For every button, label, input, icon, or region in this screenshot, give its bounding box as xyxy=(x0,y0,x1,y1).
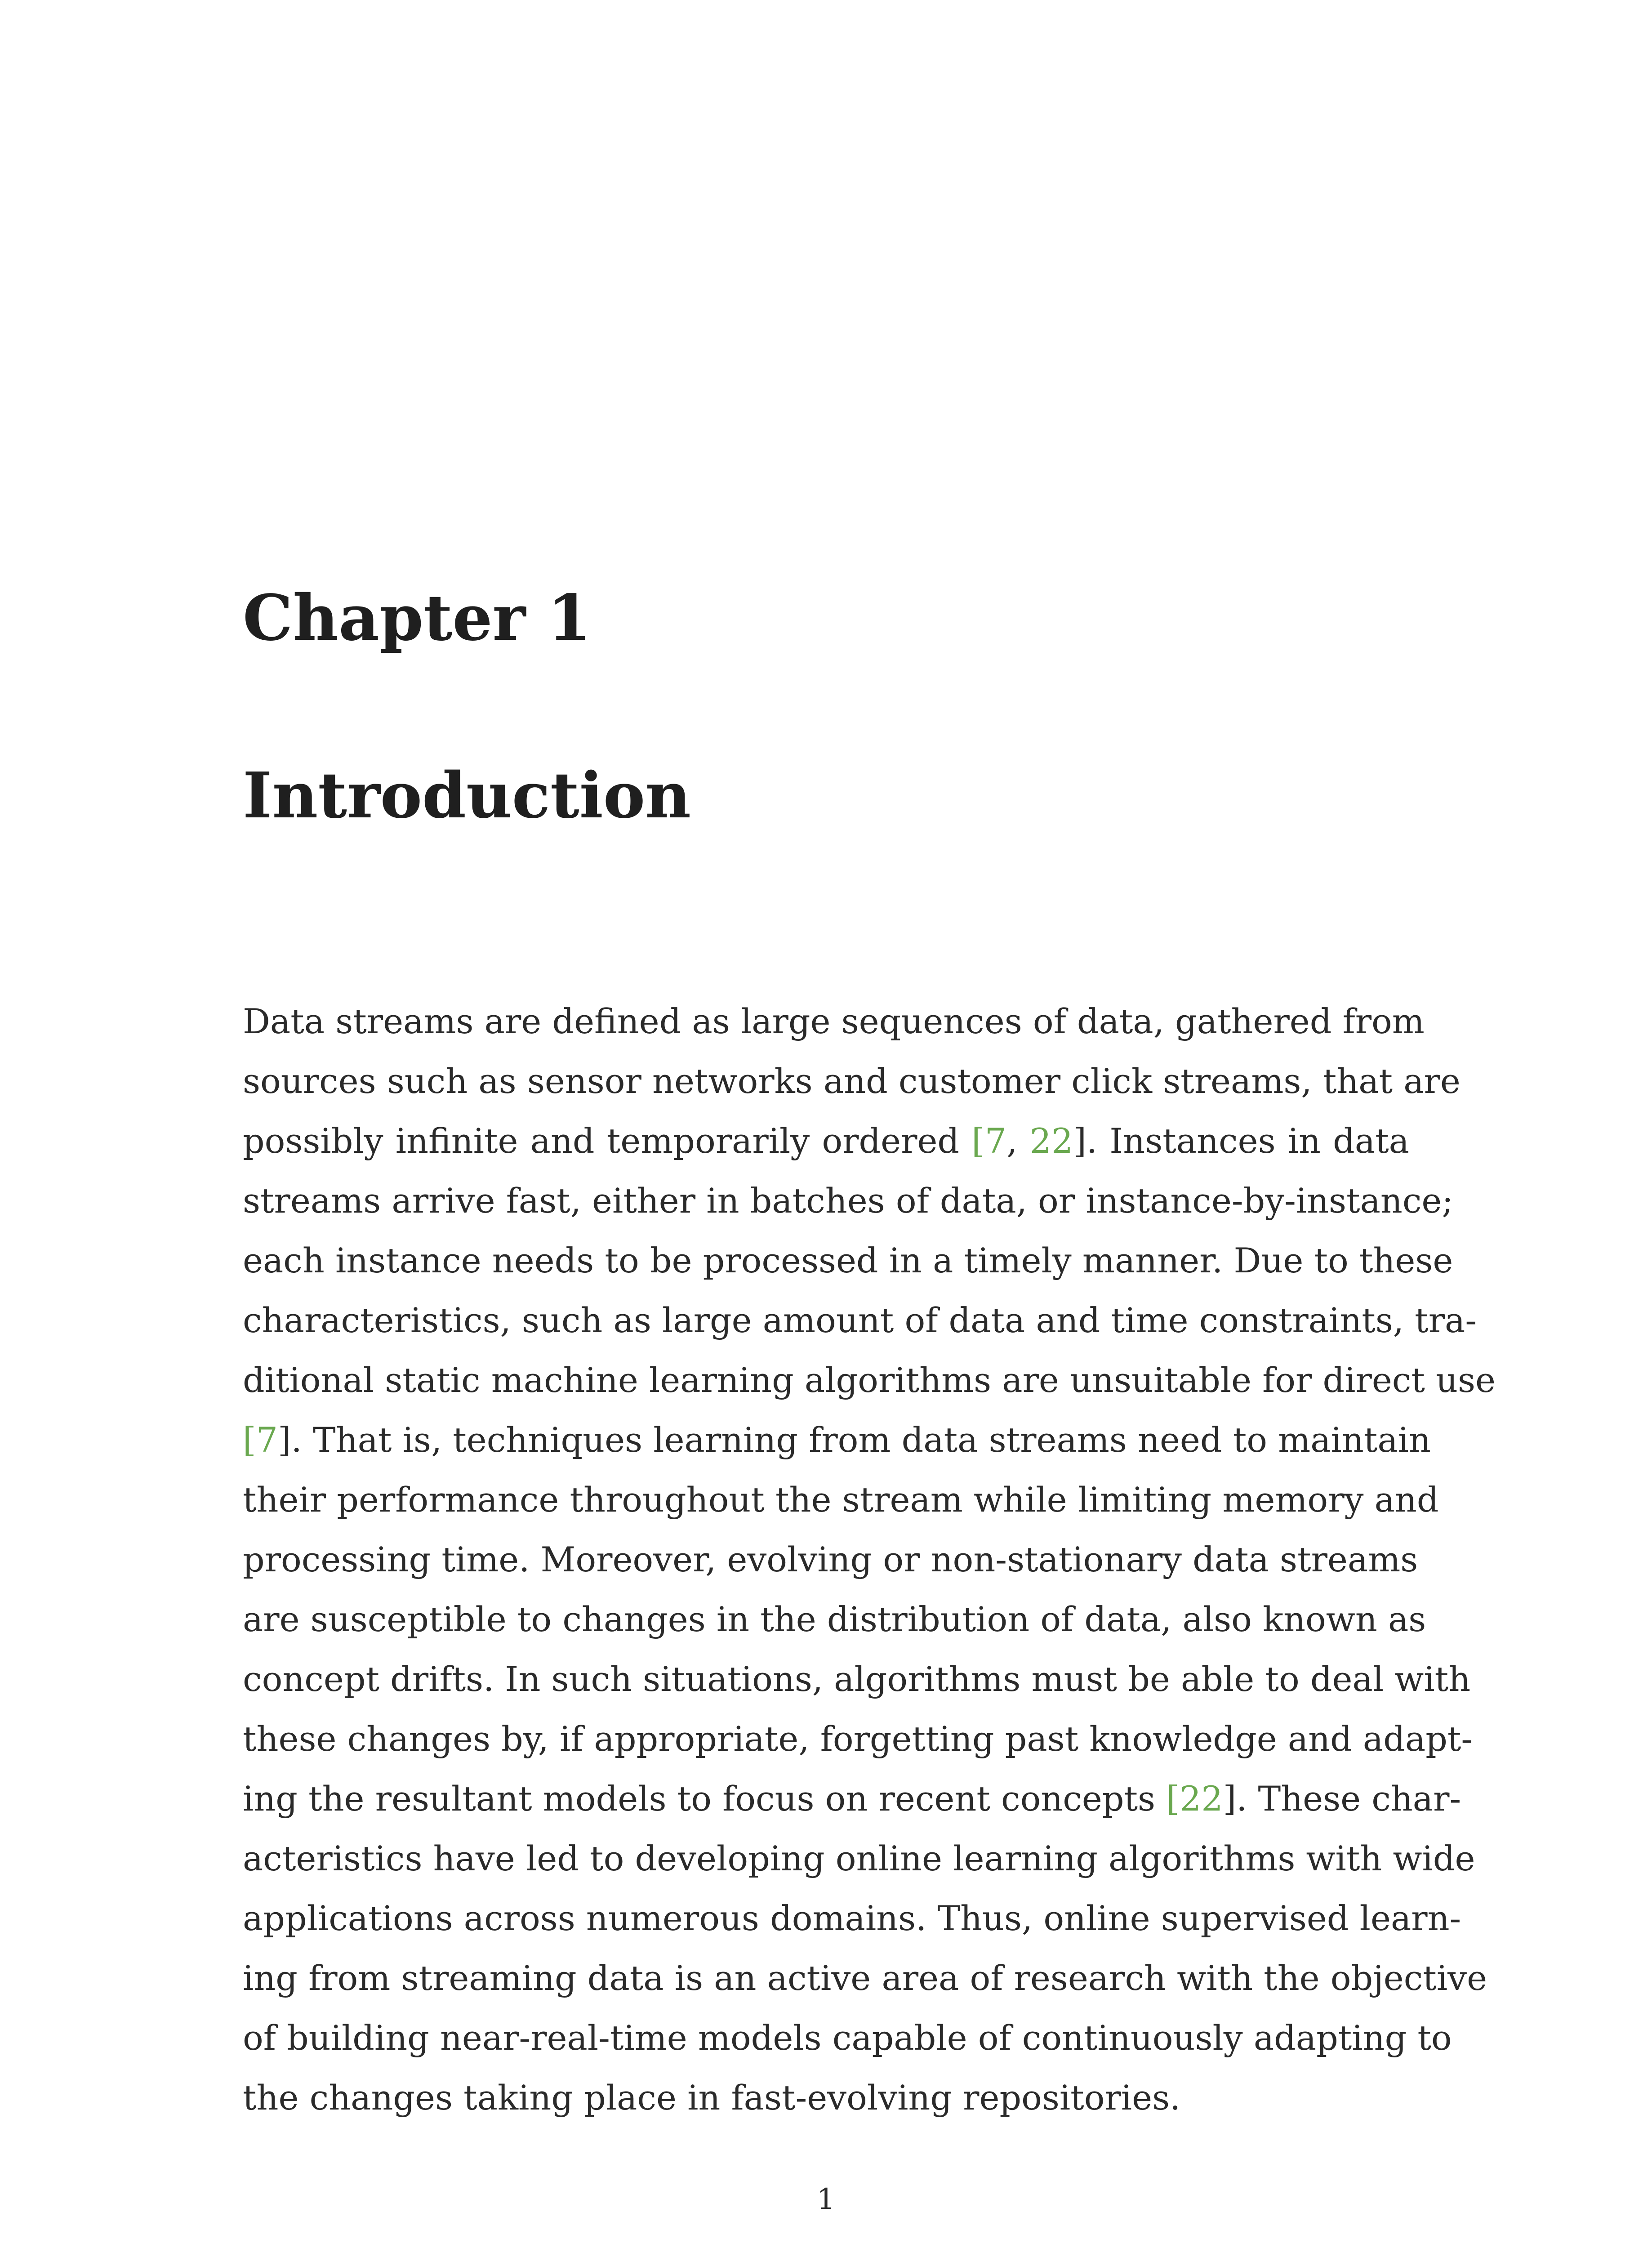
paragraph-line: streams arrive fast, either in batches of data, or instance-by-instance; xyxy=(243,1181,1453,1221)
paragraph-line: characteristics, such as large amount of data and time constraints, tra- xyxy=(243,1300,1477,1340)
citation-link[interactable]: 22 xyxy=(1029,1121,1073,1161)
citation-bracket: [ xyxy=(1166,1779,1180,1819)
line-text: ing the resultant models to focus on recent concepts xyxy=(243,1779,1167,1819)
chapter-title: Introduction xyxy=(243,759,691,833)
paragraph-line: processing time. Moreover, evolving or non-stationary data streams xyxy=(243,1539,1418,1579)
paragraph-line: their performance throughout the stream while limiting memory and xyxy=(243,1480,1439,1520)
chapter-number: Chapter 1 xyxy=(243,581,592,655)
citation-separator: , xyxy=(1006,1121,1030,1161)
line-text: possibly infinite and temporarily ordered xyxy=(243,1121,972,1161)
citation-link[interactable]: 7 xyxy=(984,1121,1007,1161)
citation-bracket: [ xyxy=(971,1121,985,1161)
paragraph-line xyxy=(243,1769,1461,1829)
line-text: ]. These char- xyxy=(1223,1779,1461,1819)
paragraph-line: of building near-real-time models capable of continuously adapting to xyxy=(243,2018,1452,2058)
line-text: ]. Instances in data xyxy=(1073,1121,1409,1161)
paragraph-line: ditional static machine learning algorithms are unsuitable for direct use xyxy=(243,1360,1496,1400)
paragraph-line xyxy=(243,1111,1409,1171)
paragraph-line: sources such as sensor networks and customer click streams, that are xyxy=(243,1061,1461,1101)
paragraph-line: acteristics have led to developing online learning algorithms with wide xyxy=(243,1838,1475,1878)
page-number: 1 xyxy=(817,2183,835,2216)
citation-link[interactable]: 7 xyxy=(256,1420,278,1460)
paragraph-line xyxy=(243,1410,1431,1470)
citation-link[interactable]: 22 xyxy=(1179,1779,1223,1819)
line-text: ]. That is, techniques learning from data streams need to maintain xyxy=(278,1420,1431,1460)
paragraph-line: Data streams are defined as large sequences of data, gathered from xyxy=(243,1001,1425,1041)
paragraph-line: these changes by, if appropriate, forgetting past knowledge and adapt- xyxy=(243,1719,1473,1759)
paragraph-line: ing from streaming data is an active area of research with the objective xyxy=(243,1958,1487,1998)
citation-bracket: [ xyxy=(243,1420,256,1460)
paragraph-line: are susceptible to changes in the distribution of data, also known as xyxy=(243,1599,1426,1639)
paragraph-line: concept drifts. In such situations, algorithms must be able to deal with xyxy=(243,1659,1471,1699)
introduction-paragraph xyxy=(243,991,1496,2128)
paragraph-line: applications across numerous domains. Thus, online supervised learn- xyxy=(243,1898,1461,1938)
paragraph-line: the changes taking place in fast-evolving repositories. xyxy=(243,2078,1181,2118)
paragraph-line: each instance needs to be processed in a timely manner. Due to these xyxy=(243,1240,1453,1280)
